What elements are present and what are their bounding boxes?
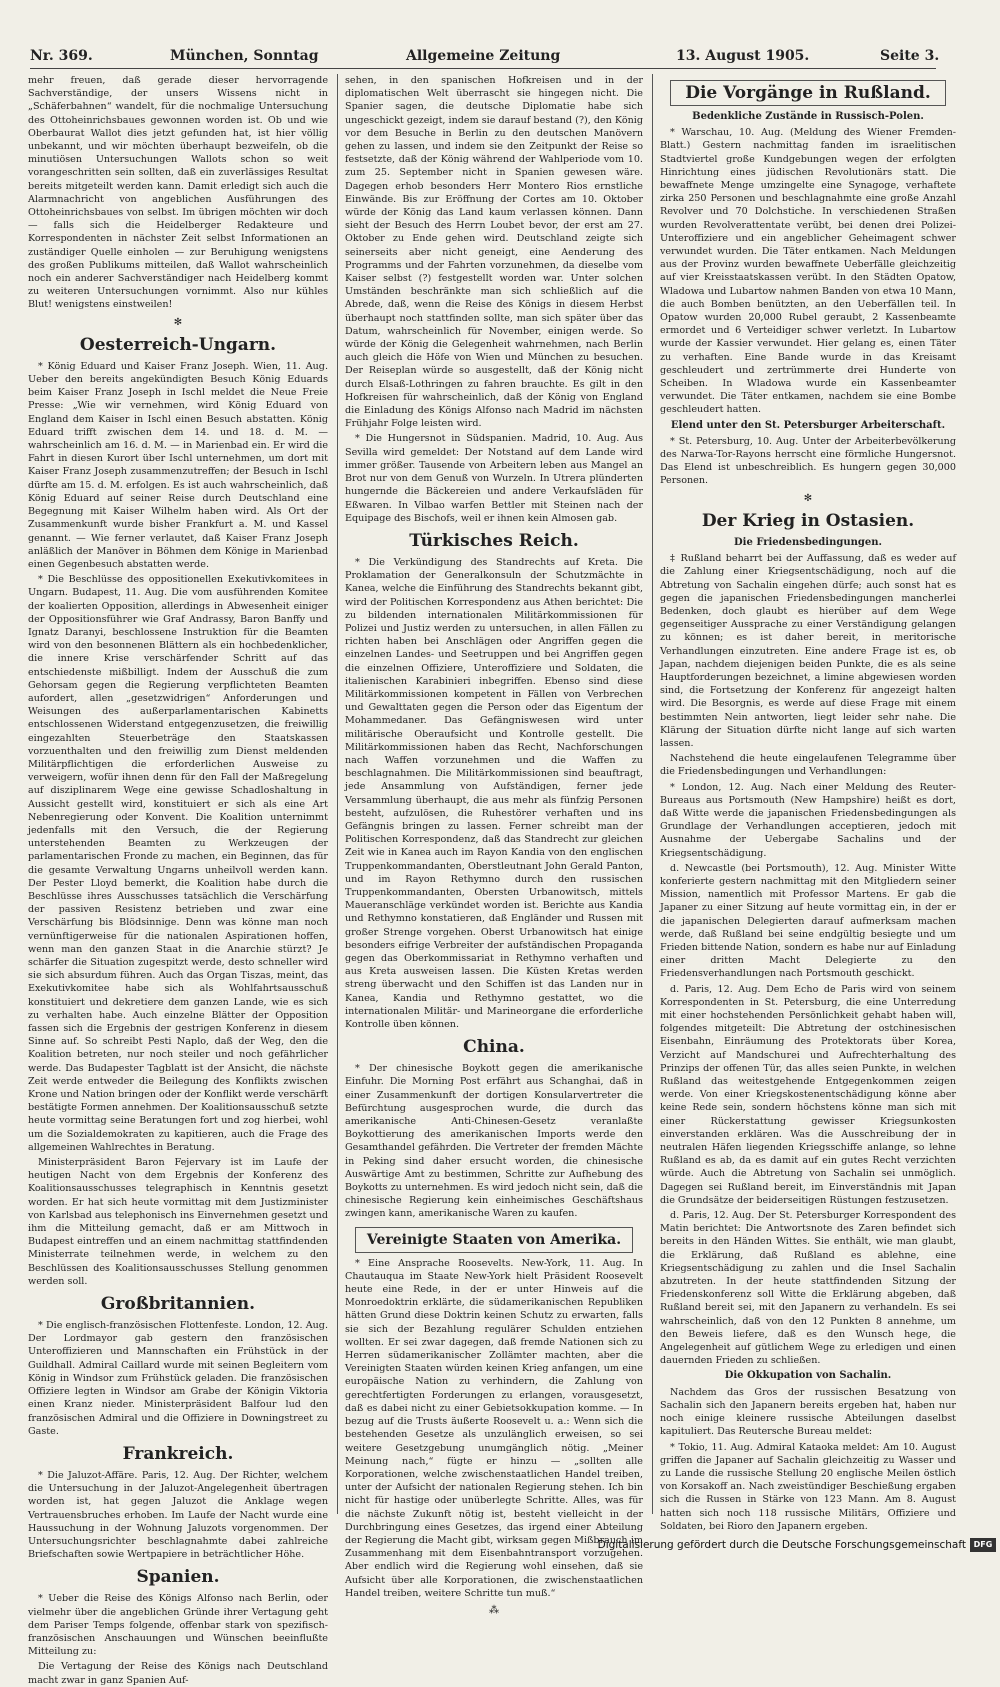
article-text: * Die Jaluzot-Affäre. Paris, 12. Aug. Der Richter, welchem die Untersuchung in der Jaluzot-Angelegenheit übertragen worden ist, hat gegen Jaluzot die Anklage wegen Vertrauensbruches erhoben. Im Laufe der Nacht wurde eine Haussuchung in der Wohnung Jaluzots vorgenommen. Der Untersuchungsrichter beschlagnahmte dabei zahlreiche Briefschaften sowie Wertpapiere in beträchtlicher Höhe. bbox=[28, 1469, 328, 1561]
article-text: d. Paris, 12. Aug. Der St. Petersburger Korrespondent des Matin berichtet: Die Antwortsnote des Zaren befindet sich bereits in den Händen Wittes. Sie enthält, wie man glaubt, die Erklärung, daß Rußland es ablehne, eine Kriegsentschädigung zu zahlen und die Insel Sachalin abzutreten. In der heute stattfindenden Sitzung der Friedenskonferenz soll Witte die Erklärung abgeben, daß Rußland bereit sei, mit den Japanern zu verhandeln. Es sei wahrscheinlich, daß von den 12 Punkten 8 annehme, um den Beweis liefere, daß es den Wunsch hege, die Angelegenheit auf gütlichem Wege zu erledigen und einen dauernden Frieden zu schließen. bbox=[660, 1210, 956, 1367]
subheading: Die Okkupation von Sachalin. bbox=[724, 1370, 892, 1382]
section-heading-box bbox=[670, 80, 946, 106]
subheading: Bedenkliche Zustände in Russisch-Polen. bbox=[692, 111, 924, 122]
article-text: * Ueber die Reise des Königs Alfonso nach Berlin, oder vielmehr über die angeblichen Gründe ihrer Vertagung geht dem Pariser Temps folgende, offenbar stark von spezifisch-französischen Anschauungen und Wünschen beeinflußte Mitteilung zu: bbox=[28, 1593, 328, 1658]
column-rule bbox=[652, 74, 653, 1514]
section-heading: Die Vorgänge in Rußland. bbox=[685, 83, 931, 103]
section-heading: Frankreich. bbox=[122, 1443, 234, 1464]
section-heading-box bbox=[355, 1227, 633, 1253]
newspaper-title: Allgemeine Zeitung bbox=[406, 48, 561, 64]
article-text: ‡ Rußland beharrt bei der Auffassung, daß es weder auf die Zahlung einer Kriegsentschädigung, noch auf die Abtretung von Sachalin eingehen dürfe; auch sonst hat es gegen die japanischen Friedensbedingungen mancherlei Bedenken, doch glaubt es hierüber auf dem Wege gegenseitiger Aussprache zu einer Verständigung gelangen zu können; es ist daher bereit, in meritorische Verhandlungen einzutreten. Eine andere Frage ist es, ob Japan, nachdem diejenigen beiden Punkte, die es als seine Hauptforderungen bezeichnet, a limine abgewiesen worden sind, die Fortsetzung der Konferenz für angezeigt halten wird. Die Besorgnis, es werde auf diese Frage mit einem bestimmten Nein antworten, liegt leider sehr nahe. Die Klärung der Situation dürfte nicht lange auf sich warten lassen. bbox=[660, 553, 956, 749]
article-text: Ministerpräsident Baron Fejervary ist im Laufe der heutigen Nacht von dem Ergebnis der Konferenz des Koalitionsausschusses telegraphisch in Kenntnis gesetzt worden. Er hat sich heute vormittag mit dem Justizminister von Karlsbad aus telephonisch ins Einvernehmen gesetzt und ihm die Mitteilung gemacht, daß er am Mittwoch in Budapest eintreffen und an einem nachmittag stattfindenden Ministerrate teilnehmen werde, in welchem zu den Beschlüssen des Koalitionsausschusses Stellung genommen werden soll. bbox=[28, 1157, 328, 1287]
section-heading: Der Krieg in Ostasien. bbox=[701, 510, 915, 531]
section-heading: Spanien. bbox=[136, 1567, 220, 1588]
article-text: Nachstehend die heute eingelaufenen Telegramme über die Friedensbedingungen und Verhandlungen: bbox=[660, 753, 956, 778]
article-text: * Tokio, 11. Aug. Admiral Kataoka meldet: Am 10. August griffen die Japaner auf Sachalin gleichzeitig zu Wasser und zu Lande die russische Stellung 20 englische Meilen östlich von Korsakoff an. Nach zweistündiger Beschießung ergaben sich die Russen in Stärke von 123 Mann. Am 8. August hatten sich noch 118 russische Militärs, Offiziere und Soldaten, bei Rioro den Japanern ergeben. bbox=[660, 1441, 956, 1532]
article-text: * König Eduard und Kaiser Franz Joseph. Wien, 11. Aug. Ueber den bereits angekündigten Besuch König Eduards beim Kaiser Franz Joseph in Ischl meldet die Neue Freie Presse: „Wie wir vernehmen, wird König Eduard von England dem Kaiser in Ischl einen Besuch abstatten. König Eduard trifft zwischen dem 14. und 18. d. M. — wahrscheinlich am 16. d. M. — in Marienbad ein. Er wird die Fahrt in diesen Kurort über Ischl unternehmen, um dort mit Kaiser Franz Joseph zusammenzutreffen; der Besuch in Ischl dürfte am 15. d. M. erfolgen. Es ist auch wahrscheinlich, daß König Eduard auf seiner Reise durch Deutschland eine Begegnung mit Kaiser Wilhelm haben wird. Als Ort der Zusammenkunft wurde bisher Frankfurt a. M. und Kassel genannt. — Wie ferner verlautet, daß Kaiser Franz Joseph anläßlich der Manöver in Böhmen dem Könige in Marienbad einen Gegenbesuch abstatten werde. bbox=[28, 360, 328, 570]
issue-number: Nr. 369. bbox=[30, 48, 93, 64]
ornament-icon: ✻ bbox=[803, 492, 813, 504]
article-text: sehen, in den spanischen Hofkreisen und in der diplomatischen Welt überrascht sie hingegen nicht. Die Spanier sagen, die deutsche Diplomatie habe sich ungeschickt gezeigt, indem sie darauf bestand (?), den König vor dem Besuche in Berlin zu den deutschen Manövern gehen zu lassen, und indem sie den Zeitpunkt der Reise so festsetzte, daß der König während der Wahlperiode vom 10. zum 25. September nicht in Spanien gewesen wäre. Dagegen erhob besonders Herr Montero Rios ernstliche Einwände. Bis zur Eröffnung der Cortes am 10. Oktober würde der König das Land kaum verlassen können. Dann sieht der Besuch des Herrn Loubet bevor, der erst am 27. Oktober zu Ende gehen wird. Deutschland zeigte sich seinerseits aber nicht geneigt, eine Aenderung des Programms und der Fahrten vorzunehmen, da dieselbe vom Kaiser selbst (?) festgestellt worden war. Unter solchen Umständen beschränkte man sich schließlich auf die Abrede, daß, wenn die Reise des Königs in diesem Herbst überhaupt noch stattfinden sollte, man sich später über das Datum, wahrscheinlich für November, einigen werde. So würde der König die Gelegenheit wahrnehmen, nach Berlin auch gleich die Höfe von Wien und München zu besuchen. Der Reiseplan würde so ausgestellt, daß der König nicht durch Elsaß-Lothringen zu fahren brauchte. Es gilt in den Hofkreisen für wahrscheinlich, daß der König von England die Einladung des Königs Alfonso nach Madrid im nächsten Frühjahr Folge leisten wird. bbox=[345, 75, 643, 430]
column-1 bbox=[28, 74, 328, 1686]
column-rule bbox=[337, 74, 338, 1514]
article-text: mehr freuen, daß gerade dieser hervorragende Sachverständige, der unsers Wissens nicht in „Schäferbahnen“ wandelt, für die nochmalige Untersuchung des Ottoheinrichsbaues gewonnen worden ist. Ob und wie Oberbaurat Wallot dies jetzt gefunden hat, ist hier völlig unbekannt, und wir möchten überhaupt bezweifeln, ob die minutiösen Untersuchungen Wallots schon so weit vorangeschritten sein sollten, daß ein zuverlässiges Resultat bereits mitgeteilt werden kann. Damit erledigt sich auch die Alarmnachricht von angeblichen Ausführungen des Ottoheinrichsbaues von selbst. Im übrigen möchten wir doch — falls sich die Heidelberger Redakteure und Korrespondenten in nächster Zeit selbst Informationen an zuständiger Quelle einholen — zur Beruhigung wenigstens des großen Publikums mitteilen, daß Wallot wahrscheinlich noch ein anderer Sachverständiger nach Heidelberg kommt zu weiteren Untersuchungen vornimmt. Also nur kühles Blut! wenigstens einstweilen! bbox=[28, 75, 328, 311]
footer-text: Digitalisierung gefördert durch die Deutsche Forschungsgemeinschaft bbox=[597, 1539, 966, 1551]
article-text: d. Newcastle (bei Portsmouth), 12. Aug. Minister Witte konferierte gestern nachmittag mit den Mitgliedern seiner Mission, namentlich mit Professor Martens. Er gab die Japaner zu einer Sitzung auf heute vormittag ein, in der er die japanischen Delegierten darauf aufmerksam machen werde, daß Rußland bei seine endgültig besiegte und um Frieden bittende Nation, sondern es habe nur auf Einladung einer dritten Macht Delegierte zu den Friedensverhandlungen nach Portsmouth geschickt. bbox=[660, 862, 956, 980]
article-text: * Der chinesische Boykott gegen die amerikanische Einfuhr. Die Morning Post erfährt aus Schanghai, daß in einer Zusammenkunft der dortigen Konsularvertreter die Befürchtung ausgesprochen wurde, die durch das amerikanische Anti-Chinesen-Gesetz veranlaßte Boykottierung des amerikanischen Imports werde den Gesamthandel gefährden. Die Vertreter der fremden Mächte in Peking sind daher ersucht worden, die chinesische Auswärtige Amt zu bestimmen, Schritte zur Aufhebung des Boykotts zu unternehmen. Es wird jedoch nicht sein, daß die chinesische Regierung kein einheimisches Geschäftshaus zwingen kann, amerikanische Waren zu kaufen. bbox=[345, 1063, 643, 1220]
article-text: * Die Beschlüsse des oppositionellen Exekutivkomitees in Ungarn. Budapest, 11. Aug. Die vom ausführenden Komitee der koalierten Opposition, allerdings in Abwesenheit einiger der Oppositionsführer wie Graf Andrassy, Baron Banffy und Ignatz Daranyi, beschlossene Instruktion für die Beamten wird von den besonnenen Blättern als ein hochbedenklicher, die innere Krise verschärfender Schritt auf das entschiedenste mißbilligt. Indem der Ausschuß die zum Gehorsam gegen die Regierung verpflichteten Beamten aufordert, allen „gesetzwidrigen“ Anforderungen und Weisungen des außerparlamentarischen Kabinetts entschlossenen Widerstand entgegenzusetzen, die freiwillig eingezahlten Steuerbeträge den Staatskassen vorzuenthalten und den freiwillig zum Dienst meldenden Militärpflichtigen die erforderlichen Ausweise zu verweigern, wofür ihnen denn für den Fall der Maßregelung auf disziplinarem Wege eine gewisse Schadloshaltung in Aussicht gestellt wird, konstituiert er sich als eine Art Nebenregierung oder Konvent. Die Koalition unternimmt jedenfalls mit den Versuch, die der Regierung unterstehenden Beamten zu Werkzeugen der parlamentarischen Fronde zu machen, ein Beginnen, das für die gesamte Verwaltung Ungarns unheilvoll werden kann. Der Pester Lloyd bemerkt, die Koalition habe durch die Beschlüsse ihres Ausschusses tatsächlich die Verschärfung der passiven Resistenz betrieben und zwar eine Verschärfung bis Blödsinnige. Denn was könne man noch vernünftigerweise für die nationalen Aspirationen hoffen, wenn man den ganzen Staat in die Anarchie stürzt? Je schärfer die Situation zugespitzt werde, desto schneller wird sie sich absurdum führen. Auch das Organ Tiszas, meint, das Exekutivkomitee habe sich als Wohlfahrtsausschuß konstituiert und dekretiere dem ganzen Lande, wie es sich zu verhalten habe. Auch einzelne Blätter der Opposition fassen sich die Ergebnis der gestrigen Konferenz in diesem Sinne auf. So schreibt Pesti Naplo, daß der Weg, den die Koalition betreten, nur noch steiler und noch gefährlicher werde. Das Budapester Tagblatt ist der Ansicht, die nächste Zeit werde entweder die Beilegung des Konflikts zwischen Krone und Nation bringen oder der Konflikt werde verschärft bestätigte Formen annehmen. Der Koalitionsausschuß setzte heute vormittag seine Beratungen fort und zog hierbei, wohl um die Sozialdemokraten zu kapitieren, auch die Frage des allgemeinen Wahlrechtes in Beratung. bbox=[28, 574, 328, 1153]
section-heading: Türkisches Reich. bbox=[409, 530, 579, 551]
section-heading: China. bbox=[463, 1037, 525, 1058]
issue-day: München, Sonntag bbox=[170, 48, 319, 64]
subheading: Elend unter den St. Petersburger Arbeiterschaft. bbox=[670, 419, 946, 431]
ornament-icon: ⁂ bbox=[489, 1604, 499, 1616]
page-number: Seite 3. bbox=[880, 48, 940, 64]
article-text: * Eine Ansprache Roosevelts. New-York, 11. Aug. In Chautauqua im Staate New-York hielt Präsident Roosevelt heute eine Rede, in der er unter Hinweis auf die Monroedoktrin erklärte, die südamerikanischen Republiken hätten Grund diese Doktrin keinen Schutz zu erwarten, falls sie sich der Bezahlung regulärer Schulden entziehen wollten. Er sei zwar dagegen, daß fremde Nationen sich zu Herren südamerikanischer Zollämter machten, aber die Vereinigten Staaten würden keinen Krieg anfangen, um eine europäische Nation zu verhindern, die Zahlung von gerechtfertigten Forderungen zu erlangen, vorausgesetzt, daß es dabei nicht zu einer Gebietsokkupation komme. — In bezug auf die Trusts äußerte Roosevelt u. a.: Wenn sich die bestehenden Gesetze als unzulänglich erweisen, so sei weitere Gesetzgebung unumgänglich nötig. „Meiner Meinung nach,“ fügte er hinzu — „sollten alle Korporationen, welche zwischenstaatlichen Handel treiben, unter der Aufsicht der nationalen Regierung stehen. Ich bin nicht für hastige oder unüberlegte Schritte. Alles, was für die nächste Zukunft nötig ist, besteht vielleicht in der Durchbringung eines Gesetzes, das irgend einer Abteilung der Regierung die Macht gibt, wirksam gegen Mißbrauch im Zusammenhang mit dem Eisenbahntransport vorzugehen. Aber endlich wird die Regierung wohl einsehen, daß sie Aufsicht über alle Korporationen, die zwischenstaatlichen Handel treiben, weitere Schritte tun muß.“ bbox=[345, 1257, 643, 1599]
article-text: * St. Petersburg, 10. Aug. Unter der Arbeiterbevölkerung des Narwa-Tor-Rayons herrscht eine förmliche Hungersnot. Das Elend ist unbeschreiblich. Es hungern gegen 30,000 Personen. bbox=[660, 435, 956, 487]
column-2 bbox=[345, 74, 643, 1616]
article-text: * London, 12. Aug. Nach einer Meldung des Reuter-Bureaus aus Portsmouth (New Hampshire) heißt es dort, daß Witte werde die japanischen Friedensbedingungen als Grundlage der Verhandlungen acceptieren, jedoch mit Ausnahme der Uebergabe Sachalins und der Kriegsentschädigung. bbox=[660, 781, 956, 859]
article-text: Die Vertagung der Reise des Königs nach Deutschland macht zwar in ganz Spanien Auf- bbox=[28, 1661, 328, 1686]
article-text: * Die Verkündigung des Standrechts auf Kreta. Die Proklamation der Generalkonsuln der Schutzmächte in Kanea, welche die Einführung des Standrechts bekannt gibt, wird der Politischen Korrespondenz aus Athen berichtet: Die zu bildenden internationalen Militärkommissionen für Polizei und Justiz werden zu untersuchen, in allen Fällen zu richten haben bei Anschlägen oder Angriffen gegen die einzelnen Landes- und Seetruppen und bei Angriffen gegen die einzelnen Offiziere, Unteroffiziere und Soldaten, die italienischen Karabinieri inbegriffen. Ebenso sind diese Militärkommissionen kompetent in Fällen von Verbrechen und Gewalttaten gegen die Person oder das Eigentum der Mohammedaner. Das Gefängniswesen wird unter militärische Oberaufsicht und Kontrolle gestellt. Die Militärkommissionen haben das Recht, Nachforschungen nach Waffen vorzunehmen und die Waffen zu beschlagnahmen. Die Militärkommissionen sind beauftragt, jede Ansammlung von Aufständigen, ferner jede Versammlung überhaupt, die aus mehr als fünfzig Personen besteht, aufzulösen, die Ruhestörer verhaften und ins Gefängnis bringen zu lassen. Ferner schreibt man der Politischen Korrespondenz, daß das Standrecht zur gleichen Zeit wie in Kanea auch im Rayon Kandia von den englischen Truppenkommandanten, Oberstleutnant John Gerald Panton, und im Rayon Rethymno durch den russischen Truppenkommandanten, Obersten Urbanowitsch, mittels Maueranschläge verkündet worden ist. Berichte aus Kandia und Rethymno konstatieren, daß Engländer und Russen mit großer Strenge vorgehen. Oberst Urbanowitsch hat einige besonders eifrige Verbreiter der aufständischen Propaganda gegen das Oberkommissariat in Rethymno verhaften und aus Kreta ausweisen lassen. Die Küsten Kretas werden streng überwacht und den Schiffen ist das Landen nur in Kanea, Kandia und Rethymno gestattet, wo die internationalen Militär- und Marineorgane die erforderliche Kontrolle üben können. bbox=[345, 556, 643, 1031]
dfg-logo: DFG bbox=[970, 1538, 996, 1552]
masthead bbox=[30, 46, 940, 69]
subheading: Die Friedensbedingungen. bbox=[734, 536, 882, 548]
digitization-footer bbox=[560, 1537, 1000, 1554]
ornament-icon: ✻ bbox=[173, 316, 183, 328]
section-heading: Vereinigte Staaten von Amerika. bbox=[366, 1231, 622, 1248]
article-text: d. Paris, 12. Aug. Dem Echo de Paris wird von seinem Korrespondenten in St. Petersburg, die eine Unterredung mit einer hochstehenden Persönlichkeit gehabt haben will, folgendes mitgeteilt: Die Abtretung der ostchinesischen Eisenbahn, Einräumung des Protektorats über Korea, Verzicht auf Mandschurei und Aufrechterhaltung des Prinzips der offenen Tür, das alles seien Punkte, in welchen Rußland das weitestgehende Entgegenkommen zeigen werde. Von einer Kriegskostenentschädigung könne aber keine Rede sein, sondern höchstens könne man sich mit einer Rückerstattung gewisser Kriegsunkosten einverstanden erklären. Was die Ausschreibung der in neutralen Häfen liegenden Kriegsschiffe anlange, so lehne Rußland es ab, da es damit auf ein gutes Recht verzichten würde. Auch die Abtretung von Sachalin sei unmöglich. Dagegen sei Rußland bereit, im Einverständnis mit Japan die Grundsätze der beiderseitigen Rüstungen festzusetzen. bbox=[660, 983, 956, 1206]
section-heading: Großbritannien. bbox=[100, 1294, 256, 1315]
issue-date: 13. August 1905. bbox=[676, 48, 810, 64]
article-text: * Die englisch-französischen Flottenfeste. London, 12. Aug. Der Lordmayor gab gestern den französischen Unteroffizieren und Mannschaften ein Frühstück in der Guildhall. Admiral Caillard wurde mit seinen Begleitern vom König in Windsor zum Frühstück geladen. Die französischen Offiziere legten in Windsor am Grabe der Königin Viktoria einen Kranz nieder. Ministerpräsident Balfour lud den französischen Admiral und die Offiziere in Downingstreet zu Gaste. bbox=[28, 1320, 328, 1437]
column-3 bbox=[660, 74, 956, 1532]
article-text: Nachdem das Gros der russischen Besatzung von Sachalin sich den Japanern bereits ergeben hat, haben nur noch einige kleinere russische Abteilungen daselbst kapituliert. Das Reutersche Bureau meldet: bbox=[660, 1386, 956, 1438]
section-heading: Oesterreich-Ungarn. bbox=[79, 334, 277, 355]
article-text: * Warschau, 10. Aug. (Meldung des Wiener Fremden-Blatt.) Gestern nachmittag fanden im israelitischen Stadtviertel große Kundgebungen wegen der erfolgten Hinrichtung eines jüdischen Revolutionärs statt. Die bewaffnete Menge umzingelte eine Synagoge, verhaftete zirka 250 Personen und beschlagnahmte eine große Anzahl Revolver und 70 Dolchstiche. In verschiedenen Straßen wurden Revolverattentate verübt, bei denen drei Polizei-Unteroffiziere und ein angeblicher Geheimagent schwer verwundet wurden. Die Täter entkamen. Nach Meldungen aus der Provinz wurden bewaffnete Ueberfälle gleichzeitig auf vier Kreisstaatskassen verübt. In den Städten Opatow, Wladowa und Lubartow nahmen Banden von etwa 10 Mann, die auch Bomben benützten, an den Ueberfällen teil. In Opatow wurden 20,000 Rubel geraubt, 2 Kassenbeamte ermordet und 6 Verteidiger schwer verletzt. In Lubartow wurde der Kassier verwundet. Hier gelang es, einen Täter zu verhaften. Eine Bande wurde in das Kreisamt geschleudert und zertrümmerte drei Hunderte von Scheiben. In Wladowa wurde ein Kassenbeamter verwundet. Die Täter entkamen, nachdem sie eine Bombe geschleudert hatten. bbox=[660, 127, 956, 416]
article-text: * Die Hungersnot in Südspanien. Madrid, 10. Aug. Aus Sevilla wird gemeldet: Der Notstand auf dem Lande wird immer größer. Tausende von Arbeitern leben aus Mangel an Brot nur von dem Genuß von Wurzeln. In Utrera plünderten hungernde die Bäckereien und andere Verkaufsläden für Eßwaren. In Vilbao warfen Bettler mit Steinen nach der Equipage des Bischofs, weil er ihnen kein Almosen gab. bbox=[345, 433, 643, 524]
